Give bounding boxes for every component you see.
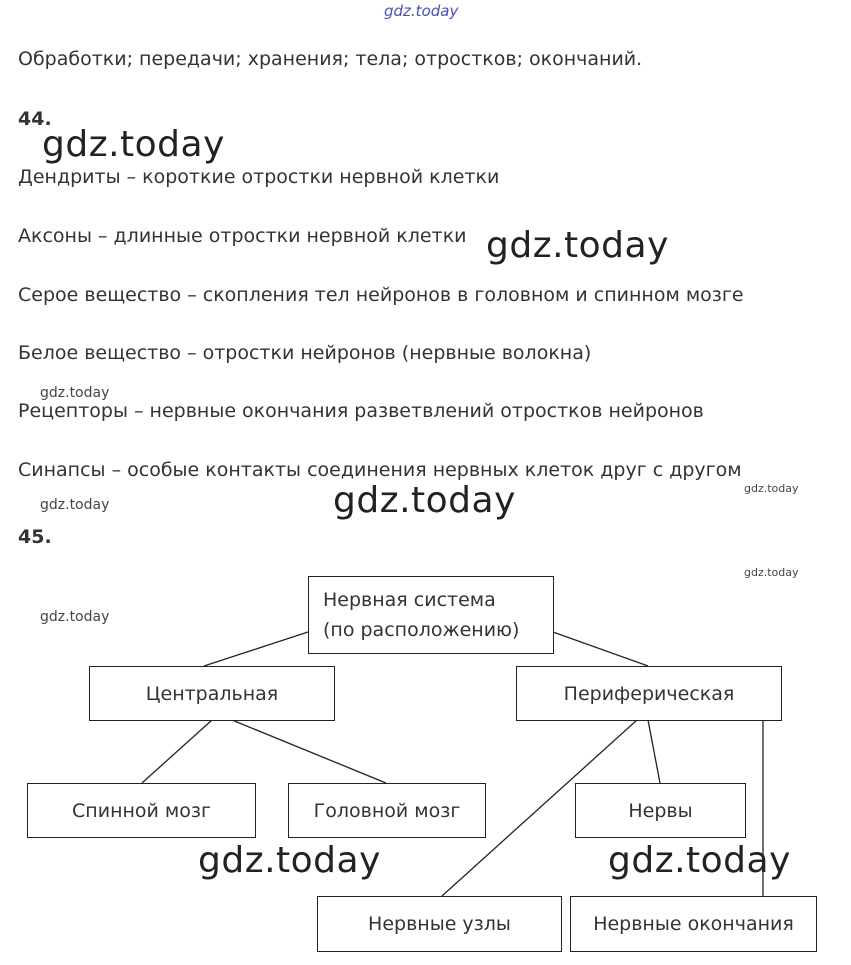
connector-root-central xyxy=(204,632,308,666)
connector-central-brain xyxy=(232,720,386,783)
connector-peripheral-nerves xyxy=(648,720,660,783)
watermark-8: gdz.today xyxy=(40,609,110,625)
box-brain-label: Головной мозг xyxy=(313,799,461,822)
watermark-top: gdz.today xyxy=(384,2,459,20)
box-peripheral-label: Периферическая xyxy=(563,682,735,705)
box-nerve-endings-label: Нервные окончания xyxy=(593,913,794,935)
watermark-5: gdz.today xyxy=(333,480,516,521)
task-44-line-receptors: Рецепторы – нервные окончания разветвлений отростков нейронов xyxy=(18,400,704,422)
box-central xyxy=(89,666,335,721)
watermark-6: gdz.today xyxy=(40,497,110,513)
task-44-number: 44. xyxy=(18,108,52,130)
connector-central-spinal xyxy=(142,720,212,783)
watermark-2: gdz.today xyxy=(486,225,669,266)
box-nervous-system-line2: (по расположению) xyxy=(323,619,520,641)
box-central-label: Центральная xyxy=(145,682,279,705)
box-spinal-cord xyxy=(27,783,256,838)
watermark-7: gdz.today xyxy=(744,566,799,579)
box-nerves xyxy=(575,783,746,838)
watermark-9: gdz.today xyxy=(198,840,381,881)
task-44-line-white-matter: Белое вещество – отростки нейронов (нервные волокна) xyxy=(18,342,592,364)
task-44-line-grey-matter: Серое вещество – скопления тел нейронов в головном и спинном мозге xyxy=(18,284,744,306)
box-ganglia xyxy=(317,896,562,952)
box-nervous-system-line1: Нервная система xyxy=(323,589,496,611)
task-44-line-dendrites: Дендриты – короткие отростки нервной клетки xyxy=(18,166,500,188)
connector-root-peripheral xyxy=(553,632,648,666)
watermark-4: gdz.today xyxy=(744,482,799,495)
task-44-line-synapses: Синапсы – особые контакты соединения нервных клеток друг с другом xyxy=(18,459,742,481)
box-ganglia-label: Нервные узлы xyxy=(368,913,511,935)
task-45-number: 45. xyxy=(18,526,52,548)
box-peripheral xyxy=(516,666,782,721)
watermark-3: gdz.today xyxy=(40,385,110,401)
intro-line: Обработки; передачи; хранения; тела; отростков; окончаний. xyxy=(18,48,643,70)
box-nerve-endings xyxy=(570,896,817,952)
box-brain xyxy=(288,783,486,838)
watermark-1: gdz.today xyxy=(42,124,225,165)
watermark-10: gdz.today xyxy=(608,840,791,881)
task-44-line-axons: Аксоны – длинные отростки нервной клетки xyxy=(18,225,467,247)
box-nervous-system xyxy=(308,576,554,654)
box-nerves-label: Нервы xyxy=(628,799,693,822)
box-spinal-cord-label: Спинной мозг xyxy=(72,799,211,822)
